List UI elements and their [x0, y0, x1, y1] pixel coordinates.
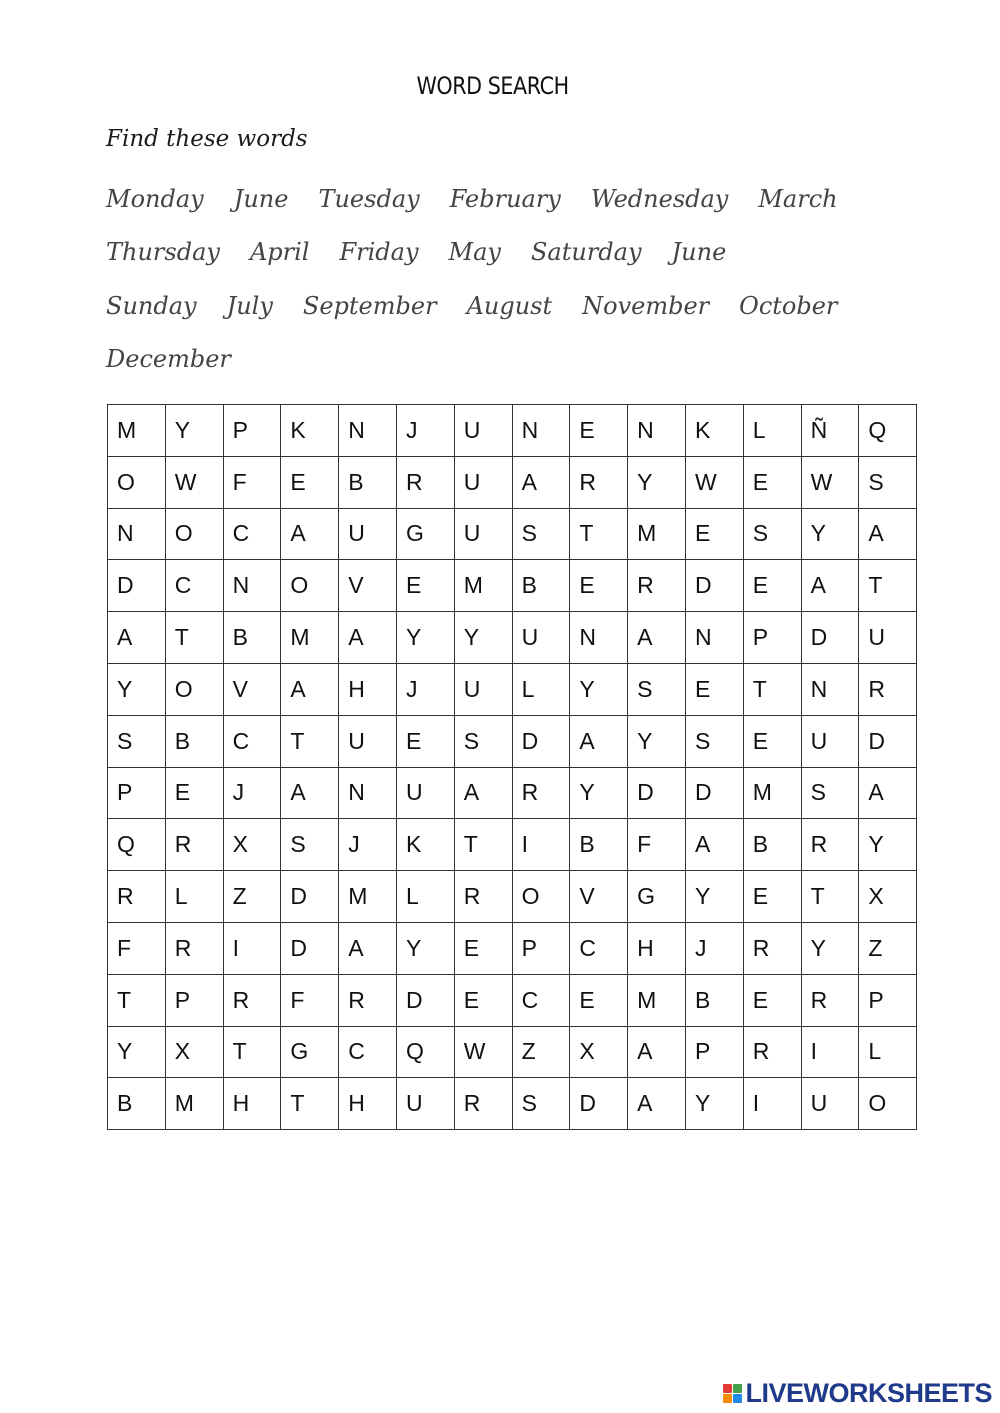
grid-cell[interactable]: Y — [454, 612, 512, 664]
grid-cell[interactable]: U — [801, 715, 859, 767]
grid-cell[interactable]: A — [570, 715, 628, 767]
grid-cell[interactable]: T — [165, 612, 223, 664]
grid-cell[interactable]: T — [281, 1078, 339, 1130]
grid-cell[interactable]: S — [512, 1078, 570, 1130]
grid-cell[interactable]: R — [628, 560, 686, 612]
grid-cell[interactable]: B — [108, 1078, 166, 1130]
grid-cell[interactable]: A — [281, 663, 339, 715]
word-item: Wednesday — [590, 184, 729, 213]
word-item: September — [302, 291, 437, 320]
grid-cell[interactable]: X — [570, 1026, 628, 1078]
grid-cell[interactable]: C — [223, 715, 281, 767]
word-item: Friday — [339, 238, 419, 267]
grid-cell[interactable]: U — [454, 405, 512, 457]
grid-cell[interactable]: S — [108, 715, 166, 767]
grid-cell[interactable]: J — [685, 922, 743, 974]
grid-cell[interactable]: L — [396, 871, 454, 923]
grid-cell[interactable]: N — [223, 560, 281, 612]
grid-cell[interactable]: E — [743, 715, 801, 767]
grid-cell[interactable]: R — [743, 1026, 801, 1078]
grid-cell[interactable]: D — [281, 922, 339, 974]
grid-row — [108, 663, 917, 715]
logo-square — [723, 1394, 732, 1403]
grid-row — [108, 767, 917, 819]
grid-cell[interactable]: B — [570, 819, 628, 871]
grid-cell[interactable]: E — [165, 767, 223, 819]
brand-footer[interactable] — [723, 1379, 992, 1407]
grid-cell[interactable]: W — [454, 1026, 512, 1078]
grid-cell[interactable]: U — [339, 508, 397, 560]
grid-cell[interactable]: X — [859, 871, 917, 923]
grid-cell[interactable]: Y — [685, 871, 743, 923]
grid-cell[interactable]: B — [165, 715, 223, 767]
grid-row — [108, 922, 917, 974]
grid-cell[interactable]: Y — [108, 663, 166, 715]
grid-cell[interactable]: Y — [108, 1026, 166, 1078]
grid-cell[interactable]: U — [454, 456, 512, 508]
grid-cell[interactable]: E — [743, 456, 801, 508]
grid-row — [108, 974, 917, 1026]
grid-cell[interactable]: O — [512, 871, 570, 923]
grid-cell[interactable]: R — [339, 974, 397, 1026]
grid-cell[interactable]: A — [628, 1026, 686, 1078]
grid-cell[interactable]: A — [339, 612, 397, 664]
grid-cell[interactable]: Q — [108, 819, 166, 871]
grid-cell[interactable]: X — [165, 1026, 223, 1078]
grid-cell[interactable]: R — [165, 922, 223, 974]
grid-cell[interactable]: R — [108, 871, 166, 923]
grid-cell[interactable]: D — [281, 871, 339, 923]
grid-cell[interactable]: M — [454, 560, 512, 612]
grid-cell[interactable]: I — [512, 819, 570, 871]
grid-cell[interactable]: F — [281, 974, 339, 1026]
grid-cell[interactable]: J — [396, 663, 454, 715]
grid-row — [108, 871, 917, 923]
grid-cell[interactable]: B — [685, 974, 743, 1026]
grid-cell[interactable]: L — [512, 663, 570, 715]
grid-cell[interactable]: W — [165, 456, 223, 508]
grid-cell[interactable]: N — [339, 405, 397, 457]
grid-cell[interactable]: Y — [628, 456, 686, 508]
grid-cell[interactable]: G — [628, 871, 686, 923]
word-item: July — [226, 291, 273, 320]
grid-cell[interactable]: H — [628, 922, 686, 974]
grid-cell[interactable]: O — [108, 456, 166, 508]
grid-cell[interactable]: A — [685, 819, 743, 871]
grid-cell[interactable]: F — [223, 456, 281, 508]
grid-cell[interactable]: R — [570, 456, 628, 508]
grid-cell[interactable]: Y — [570, 663, 628, 715]
grid-cell[interactable]: W — [685, 456, 743, 508]
grid-cell[interactable]: H — [223, 1078, 281, 1130]
grid-cell[interactable]: R — [512, 767, 570, 819]
page-title: WORD SEARCH — [416, 72, 569, 100]
word-item: February — [449, 184, 561, 213]
grid-cell[interactable]: P — [165, 974, 223, 1026]
grid-cell[interactable]: M — [628, 508, 686, 560]
grid-cell[interactable]: P — [859, 974, 917, 1026]
grid-cell[interactable]: A — [801, 560, 859, 612]
grid-cell[interactable]: A — [628, 1078, 686, 1130]
grid-cell[interactable]: Z — [223, 871, 281, 923]
grid-cell[interactable]: S — [281, 819, 339, 871]
grid-cell[interactable]: T — [108, 974, 166, 1026]
grid-cell[interactable]: N — [339, 767, 397, 819]
grid-cell[interactable]: J — [396, 405, 454, 457]
brand-name: LIVEWORKSHEETS — [745, 1377, 992, 1408]
grid-cell[interactable]: X — [223, 819, 281, 871]
grid-cell[interactable]: U — [396, 767, 454, 819]
grid-cell[interactable]: Y — [685, 1078, 743, 1130]
word-item: March — [758, 184, 838, 213]
word-item: June — [671, 238, 727, 267]
word-item: Monday — [106, 184, 204, 213]
grid-cell[interactable]: I — [743, 1078, 801, 1130]
grid-cell[interactable]: A — [281, 508, 339, 560]
word-item: October — [739, 291, 838, 320]
grid-cell[interactable]: O — [165, 508, 223, 560]
grid-cell[interactable]: M — [165, 1078, 223, 1130]
grid-cell[interactable]: A — [339, 922, 397, 974]
word-item: May — [448, 238, 501, 267]
word-search-grid — [107, 404, 917, 1130]
grid-row — [108, 456, 917, 508]
grid-cell[interactable]: Ñ — [801, 405, 859, 457]
grid-cell[interactable]: H — [339, 663, 397, 715]
word-row — [106, 333, 906, 387]
grid-cell[interactable]: Y — [396, 922, 454, 974]
word-item: June — [233, 184, 289, 213]
grid-cell[interactable]: E — [685, 508, 743, 560]
grid-cell[interactable]: M — [743, 767, 801, 819]
grid-cell[interactable]: E — [570, 560, 628, 612]
grid-row — [108, 405, 917, 457]
grid-cell[interactable]: R — [801, 974, 859, 1026]
grid-cell[interactable]: A — [859, 767, 917, 819]
grid-cell[interactable]: M — [628, 974, 686, 1026]
grid-cell[interactable]: D — [396, 974, 454, 1026]
grid-cell[interactable]: N — [628, 405, 686, 457]
grid-cell[interactable]: T — [454, 819, 512, 871]
grid-cell[interactable]: K — [396, 819, 454, 871]
word-item: December — [106, 345, 231, 374]
grid-cell[interactable]: E — [743, 560, 801, 612]
grid-cell[interactable]: P — [685, 1026, 743, 1078]
word-row — [106, 226, 906, 280]
liveworksheets-logo-icon — [723, 1384, 742, 1403]
word-item: Saturday — [530, 238, 642, 267]
grid-cell[interactable]: U — [801, 1078, 859, 1130]
grid-cell[interactable]: Q — [396, 1026, 454, 1078]
grid-cell[interactable]: Y — [801, 922, 859, 974]
grid-cell[interactable]: L — [859, 1026, 917, 1078]
grid-cell[interactable]: S — [859, 456, 917, 508]
grid-cell[interactable]: S — [801, 767, 859, 819]
grid-cell[interactable]: D — [801, 612, 859, 664]
grid-cell[interactable]: Y — [165, 405, 223, 457]
grid-cell[interactable]: E — [743, 974, 801, 1026]
grid-cell[interactable]: D — [108, 560, 166, 612]
grid-cell[interactable]: G — [281, 1026, 339, 1078]
grid-cell[interactable]: U — [512, 612, 570, 664]
grid-row — [108, 612, 917, 664]
grid-cell[interactable]: D — [685, 767, 743, 819]
grid-cell[interactable]: A — [281, 767, 339, 819]
grid-cell[interactable]: E — [396, 560, 454, 612]
grid-cell[interactable]: T — [281, 715, 339, 767]
grid-cell[interactable]: C — [223, 508, 281, 560]
grid-cell[interactable]: V — [339, 560, 397, 612]
word-row — [106, 279, 906, 333]
grid-cell[interactable]: T — [859, 560, 917, 612]
grid-cell[interactable]: N — [512, 405, 570, 457]
grid-cell[interactable]: Y — [628, 715, 686, 767]
grid-cell[interactable]: M — [339, 871, 397, 923]
grid-cell[interactable]: U — [454, 508, 512, 560]
word-item: August — [466, 291, 553, 320]
grid-cell[interactable]: N — [570, 612, 628, 664]
word-item: Tuesday — [318, 184, 420, 213]
grid-cell[interactable]: D — [570, 1078, 628, 1130]
grid-cell[interactable]: S — [628, 663, 686, 715]
grid-cell[interactable]: T — [570, 508, 628, 560]
grid-cell[interactable]: J — [339, 819, 397, 871]
grid-cell[interactable]: U — [454, 663, 512, 715]
grid-cell[interactable]: R — [801, 819, 859, 871]
word-item: Thursday — [106, 238, 220, 267]
grid-cell[interactable]: R — [454, 1078, 512, 1130]
grid-cell[interactable]: I — [223, 922, 281, 974]
grid-cell[interactable]: N — [685, 612, 743, 664]
grid-cell[interactable]: A — [108, 612, 166, 664]
grid-cell[interactable]: Q — [859, 405, 917, 457]
grid-cell[interactable]: A — [628, 612, 686, 664]
word-list — [106, 172, 906, 386]
grid-cell[interactable]: P — [743, 612, 801, 664]
grid-cell[interactable]: E — [570, 974, 628, 1026]
grid-cell[interactable]: Z — [512, 1026, 570, 1078]
grid-cell[interactable]: E — [454, 974, 512, 1026]
grid-cell[interactable]: R — [223, 974, 281, 1026]
grid-cell[interactable]: H — [339, 1078, 397, 1130]
grid-cell[interactable]: R — [165, 819, 223, 871]
grid-cell[interactable]: N — [108, 508, 166, 560]
grid-cell[interactable]: O — [281, 560, 339, 612]
grid-cell[interactable]: R — [743, 922, 801, 974]
grid-cell[interactable]: A — [859, 508, 917, 560]
grid-row — [108, 819, 917, 871]
grid-cell[interactable]: T — [801, 871, 859, 923]
grid-cell[interactable]: P — [108, 767, 166, 819]
word-row — [106, 172, 906, 226]
grid-cell[interactable]: R — [454, 871, 512, 923]
grid-cell[interactable]: S — [454, 715, 512, 767]
grid-row — [108, 508, 917, 560]
grid-cell[interactable]: E — [685, 663, 743, 715]
grid-cell[interactable]: M — [281, 612, 339, 664]
grid-cell[interactable]: E — [743, 871, 801, 923]
grid-cell[interactable]: M — [108, 405, 166, 457]
logo-square — [723, 1384, 732, 1393]
grid-cell[interactable]: Y — [801, 508, 859, 560]
word-item: November — [582, 291, 710, 320]
grid-cell[interactable]: J — [223, 767, 281, 819]
grid-cell[interactable]: S — [512, 508, 570, 560]
grid-cell[interactable]: U — [396, 1078, 454, 1130]
grid-cell[interactable]: Y — [859, 819, 917, 871]
grid-cell[interactable]: G — [396, 508, 454, 560]
grid-cell[interactable]: P — [223, 405, 281, 457]
grid-cell[interactable]: V — [570, 871, 628, 923]
grid-cell[interactable]: Z — [859, 922, 917, 974]
grid-cell[interactable]: O — [165, 663, 223, 715]
grid-cell[interactable]: F — [628, 819, 686, 871]
grid-cell[interactable]: L — [165, 871, 223, 923]
word-item: April — [249, 238, 310, 267]
grid-cell[interactable]: E — [396, 715, 454, 767]
grid-cell[interactable]: A — [512, 456, 570, 508]
grid-cell[interactable]: A — [454, 767, 512, 819]
grid-cell[interactable]: C — [339, 1026, 397, 1078]
grid-cell[interactable]: D — [512, 715, 570, 767]
grid-cell[interactable]: B — [743, 819, 801, 871]
grid-cell[interactable]: T — [743, 663, 801, 715]
grid-cell[interactable]: W — [801, 456, 859, 508]
grid-cell[interactable]: D — [628, 767, 686, 819]
grid-cell[interactable]: B — [339, 456, 397, 508]
grid-cell[interactable]: F — [108, 922, 166, 974]
logo-square — [733, 1394, 742, 1403]
grid-cell[interactable]: U — [859, 612, 917, 664]
grid-cell[interactable]: C — [512, 974, 570, 1026]
grid-cell[interactable]: I — [801, 1026, 859, 1078]
grid-cell[interactable]: S — [743, 508, 801, 560]
logo-square — [733, 1384, 742, 1393]
grid-cell[interactable]: P — [512, 922, 570, 974]
grid-row — [108, 1078, 917, 1130]
grid-cell[interactable]: N — [801, 663, 859, 715]
grid-row — [108, 715, 917, 767]
grid-cell[interactable]: V — [223, 663, 281, 715]
grid-cell[interactable]: K — [685, 405, 743, 457]
grid-cell[interactable]: E — [570, 405, 628, 457]
grid-cell[interactable]: D — [685, 560, 743, 612]
grid-cell[interactable]: C — [570, 922, 628, 974]
grid-cell[interactable]: L — [743, 405, 801, 457]
grid-cell[interactable]: D — [859, 715, 917, 767]
grid-cell[interactable]: R — [859, 663, 917, 715]
instructions-heading: Find these words — [106, 126, 308, 152]
grid-cell[interactable]: T — [223, 1026, 281, 1078]
grid-cell[interactable]: R — [396, 456, 454, 508]
grid-cell[interactable]: U — [339, 715, 397, 767]
grid-cell[interactable]: K — [281, 405, 339, 457]
grid-cell[interactable]: Y — [570, 767, 628, 819]
grid-cell[interactable]: Y — [396, 612, 454, 664]
grid-cell[interactable]: E — [281, 456, 339, 508]
word-item: Sunday — [106, 291, 197, 320]
grid-cell[interactable]: E — [454, 922, 512, 974]
grid-cell[interactable]: C — [165, 560, 223, 612]
grid-cell[interactable]: B — [223, 612, 281, 664]
grid-cell[interactable]: S — [685, 715, 743, 767]
grid-row — [108, 560, 917, 612]
grid-cell[interactable]: O — [859, 1078, 917, 1130]
grid-row — [108, 1026, 917, 1078]
grid-cell[interactable]: B — [512, 560, 570, 612]
